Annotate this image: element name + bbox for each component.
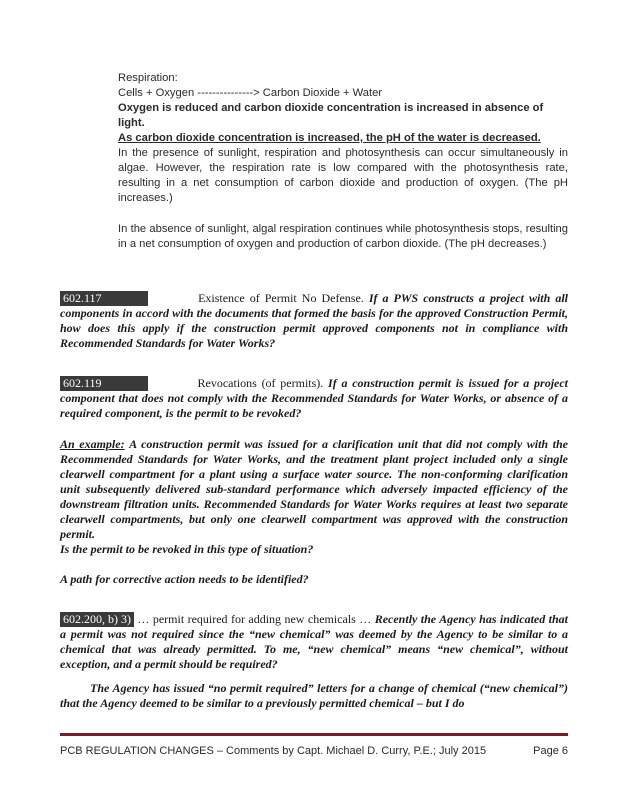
page-number: Page 6 <box>533 745 568 757</box>
respiration-block <box>118 71 568 146</box>
respiration-bold-line: Oxygen is reduced and carbon dioxide concentration is increased in absence of light. <box>118 102 544 129</box>
respiration-heading: Respiration: <box>118 72 178 84</box>
section-119-title: Revocations (of permits). <box>197 376 324 390</box>
example-paragraph <box>60 437 568 542</box>
page-footer <box>60 745 568 757</box>
section-tag-602-119: 602.119 <box>60 376 148 391</box>
section-tag-602-117: 602.117 <box>60 291 148 306</box>
section-119-question: If a construction permit is issued for a project component that does not comply with the Recommended Standards for Water Works, or absence of a required component, is the permit to be revoked? <box>60 376 569 420</box>
section-tag-602-200: 602.200, b) 3) <box>60 612 134 627</box>
section-117-title: Existence of Permit No Defense. <box>198 291 364 305</box>
section-200-continuation: The Agency has issued “no permit required” letters for a change of chemical (“new chemical”) that the Agency deemed to be similar to a previously permitted chemical – but I do <box>60 681 568 710</box>
example-label: An example: <box>60 437 125 451</box>
question-corrective: A path for corrective action needs to be identified? <box>60 572 309 586</box>
footer-rule <box>60 733 568 736</box>
section-200-intro: … permit required for adding new chemicals … <box>137 612 372 626</box>
respiration-underlined-line: As carbon dioxide concentration is increased, the pH of the water is decreased. <box>118 132 541 144</box>
no-sunlight-paragraph: In the absence of sunlight, algal respiration continues while photosynthesis stops, resulting in a net consumption of oxygen and production of carbon dioxide. (The pH decreases.) <box>118 223 568 250</box>
section-200-text: Recently the Agency has indicated that a permit was not required since the “new chemical” was deemed by the Agency to be similar to a chemical that was already permitted. To me, “new chemical” means “new chemical”, without exception, and a permit should be required? <box>60 612 568 671</box>
section-602-119 <box>60 376 568 421</box>
respiration-equation: Cells + Oxygen ---------------> Carbon Dioxide + Water <box>118 87 383 99</box>
question-revoke: Is the permit to be revoked in this type of situation? <box>60 542 314 556</box>
section-602-200 <box>60 612 568 672</box>
section-602-117 <box>60 291 568 351</box>
section-117-question: If a PWS constructs a project with all components in accord with the documents that formed the basis for the approved Construction Permit, how does this apply if the construction permit approved components not in compliance with Recommended Standards for Water Works? <box>60 291 569 350</box>
footer-title: PCB REGULATION CHANGES – Comments by Capt. Michael D. Curry, P.E.; July 2015 <box>60 745 487 757</box>
sunlight-paragraph: In the presence of sunlight, respiration and photosynthesis can occur simultaneously in algae. However, the respiration rate is low compared with the photosynthesis rate, resulting in a net consumption of carbon dioxide and production of oxygen. (The pH increases.) <box>118 147 568 204</box>
example-text: A construction permit was issued for a clarification unit that did not comply with the Recommended Standards for Water Works, and the treatment plant project included only a single clearwell compartment for a plant using a surface water source. The non-conforming clarification unit subsequently delivered sub-standard performance which adversely impacted efficiency of the downstream filtration units. Recommended Standards for Water Works requires at least two separate clearwell compartments, but only one clearwell compartment was approved with the construction permit. <box>60 437 569 541</box>
